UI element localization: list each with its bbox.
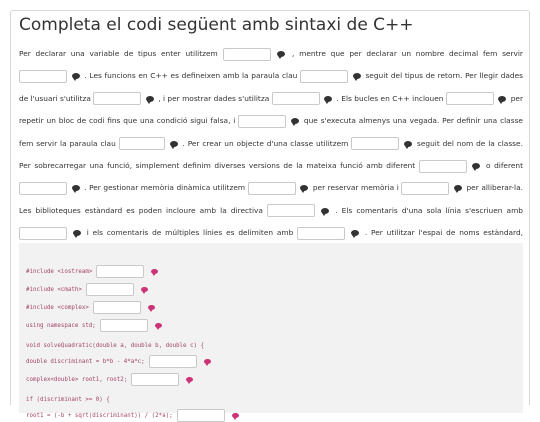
answer-blank-7[interactable] — [238, 115, 286, 128]
hint-icon[interactable] — [321, 208, 329, 214]
hint-icon[interactable] — [300, 185, 308, 191]
answer-blank-1[interactable] — [223, 48, 271, 61]
hint-icon[interactable] — [155, 323, 162, 328]
code-text: #include <cmath> — [26, 286, 82, 293]
text-segment: Per declarar una variable de tipus enter utilitzem — [19, 49, 218, 58]
answer-blank-13[interactable] — [401, 182, 449, 195]
code-text: if (discriminant >= 0) { — [26, 397, 110, 403]
text-segment: , i per mostrar dades s'utilitza — [158, 93, 270, 103]
answer-blank-11[interactable] — [19, 182, 67, 195]
code-blank-2[interactable] — [86, 283, 134, 296]
hint-icon[interactable] — [204, 359, 211, 364]
answer-blank-14[interactable] — [267, 204, 315, 217]
hint-icon[interactable] — [232, 413, 239, 418]
fill-in-paragraph — [19, 43, 523, 267]
answer-blank-10[interactable] — [419, 160, 467, 173]
code-text: #include <iostream> — [26, 268, 93, 275]
text-segment: diverses versions de la mateixa funció amb diferent — [214, 161, 416, 171]
hint-icon[interactable] — [291, 118, 299, 124]
text-segment: per alliberar-la. Les biblioteques estàndard es poden incloure amb la directiva — [19, 183, 523, 215]
hint-icon[interactable] — [151, 269, 158, 274]
code-text: root1 = (-b + sqrt(discriminant)) / (2*a); — [26, 412, 173, 419]
answer-blank-12[interactable] — [248, 182, 296, 195]
code-line — [26, 301, 155, 314]
code-text: double discriminant = b*b - 4*a*c; — [26, 358, 145, 365]
code-text: complex<double> root1, root2; — [26, 376, 128, 383]
code-line — [26, 319, 162, 332]
hint-icon[interactable] — [72, 185, 80, 191]
hint-icon[interactable] — [324, 96, 332, 102]
answer-blank-2[interactable] — [19, 70, 67, 83]
text-segment: . Per gestionar memòria dinàmica utilitzem — [84, 183, 246, 193]
text-segment: i els comentaris de múltiples línies es delimiten amb — [86, 228, 294, 238]
answer-blank-5[interactable] — [272, 92, 320, 105]
code-blank-6[interactable] — [131, 373, 179, 386]
text-segment: per repetir un bloc de codi fins — [19, 93, 523, 126]
text-segment: Les funcions en C++ es defineixen amb la paraula clau — [89, 71, 298, 81]
text-segment: . Els comentaris d'una sola línia s'escriuen amb — [335, 205, 523, 215]
answer-blank-9[interactable] — [351, 137, 399, 150]
text-segment: . Per crear un objecte d'una classe utilitzem — [182, 138, 349, 148]
hint-icon[interactable] — [73, 230, 81, 236]
hint-icon[interactable] — [454, 185, 462, 191]
answer-blank-4[interactable] — [93, 92, 141, 105]
hint-icon[interactable] — [72, 73, 80, 79]
hint-icon[interactable] — [277, 51, 285, 57]
hint-icon[interactable] — [146, 96, 154, 102]
text-segment: que s'executa almenys una vegada. Per definir una classe fem servir la paraula clau — [19, 116, 523, 148]
code-line — [26, 373, 193, 386]
answer-blank-8[interactable] — [119, 137, 165, 150]
hint-icon[interactable] — [498, 96, 506, 102]
exercise-card — [10, 10, 530, 419]
text-segment: seguit del tipus de retorn. Per llegir dades de l'usuari s'utilitza — [19, 71, 524, 103]
code-blank-3[interactable] — [93, 301, 141, 314]
text-segment: . — [84, 71, 87, 81]
text-segment: o diferent — [485, 161, 523, 171]
code-line — [26, 409, 239, 422]
text-segment: seguit del nom de la classe. Per sobrecarregar una funció, simplement definim — [19, 138, 523, 171]
text-segment: . Els bucles en C++ inclouen — [336, 93, 444, 103]
hint-icon[interactable] — [404, 141, 412, 147]
hint-icon[interactable] — [472, 163, 480, 169]
answer-blank-16[interactable] — [297, 227, 345, 240]
code-line — [26, 265, 158, 278]
answer-blank-6[interactable] — [446, 92, 494, 105]
code-text: using namespace std; — [26, 322, 96, 329]
text-segment: , mentre que per declarar un nombre decimal fem servir — [292, 49, 523, 58]
code-line — [26, 397, 110, 403]
code-blank-5[interactable] — [149, 355, 197, 368]
code-line — [26, 283, 148, 296]
exercise-title: Completa el codi següent amb sintaxi de C++ — [19, 15, 414, 35]
text-segment: . Per utilitzar l'espai de noms estàndard, — [364, 228, 523, 238]
code-blank-7[interactable] — [177, 409, 225, 422]
code-line — [26, 343, 204, 349]
answer-blank-3[interactable] — [300, 70, 348, 83]
code-blank-4[interactable] — [100, 319, 148, 332]
text-segment: que una condició sigui falsa, i — [123, 116, 236, 126]
code-text: void solveQuadratic(double a, double b, double c) { — [26, 343, 204, 349]
code-line — [26, 355, 211, 368]
hint-icon[interactable] — [353, 73, 361, 79]
code-text: #include <complex> — [26, 304, 89, 311]
code-blank-1[interactable] — [96, 265, 144, 278]
hint-icon[interactable] — [351, 230, 359, 236]
hint-icon[interactable] — [141, 287, 148, 292]
code-block — [19, 243, 523, 419]
hint-icon[interactable] — [170, 141, 178, 147]
text-segment: per reservar memòria i — [312, 183, 399, 193]
answer-blank-15[interactable] — [19, 227, 67, 240]
hint-icon[interactable] — [148, 305, 155, 310]
hint-icon[interactable] — [186, 377, 193, 382]
